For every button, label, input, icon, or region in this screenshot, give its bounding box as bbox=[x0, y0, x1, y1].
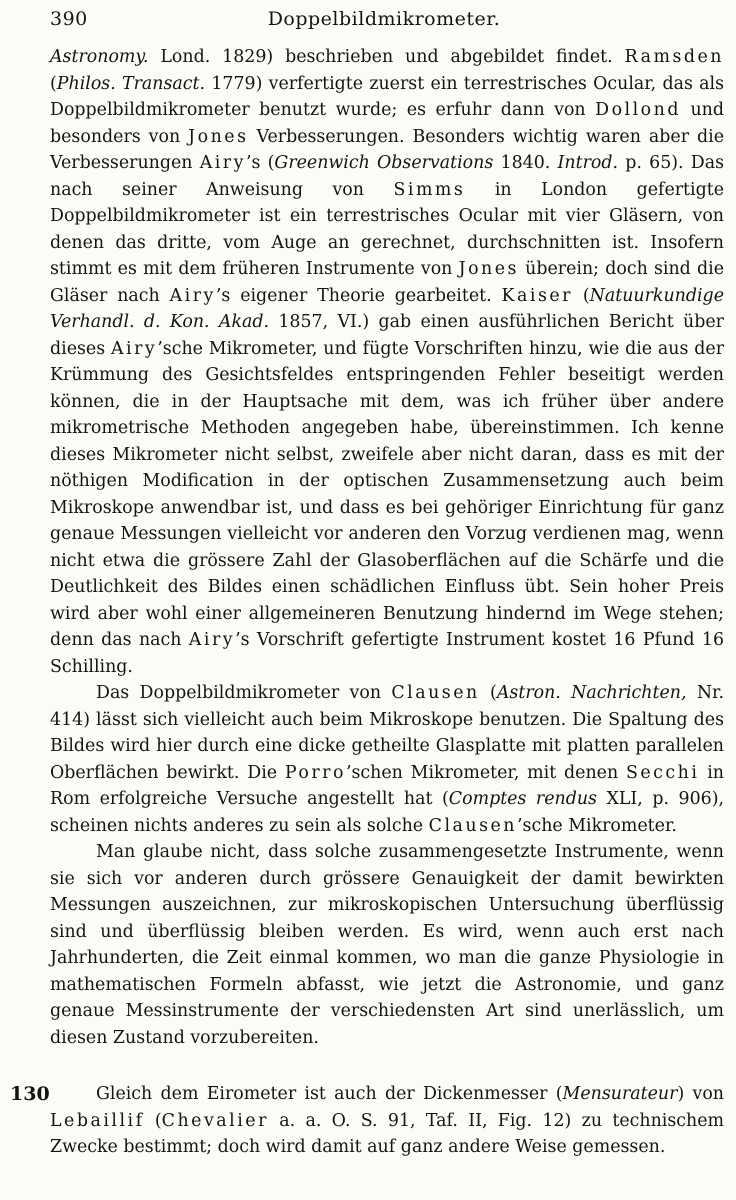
citation-italic: Philos. Transact. bbox=[56, 73, 206, 94]
text-run: ’s ( bbox=[245, 153, 275, 173]
text-run: 1857, VI.) gab einen ausführlichen Bericht über dieses bbox=[50, 312, 724, 359]
citation-italic: Introd. bbox=[557, 153, 619, 173]
citation-italic: Greenwich Observations bbox=[274, 153, 494, 173]
text-run: überein; doch sind die Gläser nach bbox=[50, 259, 724, 306]
running-header bbox=[50, 8, 718, 34]
text-run: a. a. O. S. 91, Taf. II, Fig. 12) zu technischem Zwecke bestimmt; doch wird damit auf ganz andere Weise gemessen. bbox=[50, 1110, 724, 1157]
paragraph-clausen bbox=[50, 680, 724, 839]
paragraph-continued bbox=[50, 44, 724, 680]
person-name: Airy bbox=[199, 153, 246, 173]
text-run: ’s eigener Theorie gearbeitet. bbox=[215, 285, 502, 306]
text-run: und besonders von bbox=[50, 100, 724, 147]
text-run: 1779) verfertigte zuerst ein terrestrisches Ocular, das als Doppelbildmikrometer benutzt wurde; es erfuhr dann von bbox=[50, 73, 724, 120]
person-name: Chevalier bbox=[161, 1110, 269, 1131]
text-run: Lond. 1829) beschrieben und abgebildet findet. bbox=[148, 47, 625, 67]
text-run: ’schen Mikrometer, mit denen bbox=[345, 762, 626, 783]
text-run: in London gefertigte Doppelbildmikrometer ist ein terrestrisches Ocular mit vier Gläsern, von denen das dritte, vom Auge an gerechnet, durchschnitten ist. Insofern stimmt es mit dem früheren Instrumente von bbox=[50, 179, 725, 279]
text-run: ( bbox=[572, 285, 590, 306]
text-run: ’s Vorschrift gefertigte Instrument kostet 16 Pfund 16 Schilling. bbox=[50, 630, 725, 677]
term-italic: Mensurateur bbox=[562, 1084, 678, 1104]
citation-italic: Astron. Nachrichten, bbox=[496, 683, 687, 703]
paragraph-instruments: Man glaube nicht, dass solche zusammengesetzte Instrumente, wenn sie sich vor anderen durch grössere Genauigkeit der damit bewirkten Messungen auszeichnen, zur mikroskopischen Untersuchung überflüssig sind und überflüssig bleiben werden. Es wird, wenn auch erst nach Jahrhunderten, die Zeit einmal kommen, wo man die ganze Physiologie in mathematischen Formeln abfasst, wie jetzt die Astronomie, und ganz genaue Messinstrumente der verschiedensten Art sind unerlässlich, um diesen Zustand vorzubereiten. bbox=[50, 842, 724, 1048]
person-name: Porro bbox=[284, 762, 346, 783]
section-paragraph bbox=[50, 1081, 724, 1161]
text-run: ’sche Mikrometer. bbox=[517, 815, 677, 836]
citation-italic: Comptes rendus bbox=[448, 789, 597, 809]
text-run: in Rom erfolgreiche Versuche angestellt hat ( bbox=[50, 762, 725, 809]
person-name: Kaiser bbox=[501, 285, 573, 306]
person-name: Ramsden bbox=[624, 47, 724, 67]
running-title: Doppelbildmikrometer. bbox=[267, 8, 501, 30]
person-name: Airy bbox=[169, 285, 216, 306]
person-name: Clausen bbox=[391, 683, 480, 703]
person-name: Jones bbox=[458, 259, 519, 279]
person-name: Airy bbox=[188, 630, 236, 650]
section-number: 130 bbox=[10, 1083, 50, 1105]
person-name: Simms bbox=[393, 179, 466, 200]
person-name: Clausen bbox=[428, 815, 517, 836]
body-text bbox=[50, 44, 724, 1051]
text-run: Gleich dem Eirometer ist auch der Dickenmesser ( bbox=[96, 1084, 563, 1104]
citation-italic: Natuurkundige Verhandl. d. Kon. Akad. bbox=[50, 285, 724, 332]
text-run: p. 65). Das nach seiner Anweisung von bbox=[50, 153, 725, 200]
text-run: XLI, p. 906), scheinen nichts anderes zu sein als solche bbox=[50, 789, 725, 836]
text-run: ( bbox=[479, 683, 497, 703]
text-run: Das Doppelbildmikrometer von bbox=[96, 683, 392, 703]
person-name: Secchi bbox=[625, 762, 700, 783]
text-run: Verbesserungen. Besonders wichtig waren aber die Verbesserungen bbox=[50, 126, 724, 173]
text-run: ( bbox=[50, 73, 57, 94]
person-name: Lebaillif bbox=[50, 1110, 145, 1131]
section-130 bbox=[10, 1081, 724, 1161]
text-run: ’sche Mikrometer, und fügte Vorschriften hinzu, wie die aus der Krümmung des Gesichtsfeldes entspringenden Fehler beseitigt werden können, die in der Hauptsache mit dem, was ich früher über andere mikrometrische Methoden angegeben habe, übereinstimmen. Ich kenne dieses Mikrometer nicht selbst, zweifele aber nicht daran, dass es mit der nöthigen Modification in der optischen Zusammensetzung auch beim Mikroskope anwendbar ist, und dass es bei gehöriger Einrichtung für ganz genaue Messungen vielleicht vor anderen den Vorzug verdienen mag, wenn nicht etwa die grössere Zahl der Glasoberflächen auf die Schärfe und die Deutlichkeit des Bildes einen schädlichen Einfluss übt. Sein hoher Preis wird aber wohl einer allgemeineren Benutzung hindernd im Wege stehen; denn das nach bbox=[50, 338, 725, 650]
text-run: ( bbox=[144, 1110, 162, 1131]
text-run: Nr. 414) lässt sich vielleicht auch beim Mikroskope benutzen. Die Spaltung des Bildes wird hier durch eine dicke getheilte Glasplatte mit platten parallelen Oberflächen bewirkt. Die bbox=[50, 683, 724, 783]
citation-italic: Astronomy. bbox=[50, 47, 149, 67]
page-number: 390 bbox=[50, 8, 88, 30]
person-name: Dollond bbox=[595, 100, 681, 120]
person-name: Jones bbox=[188, 126, 249, 147]
person-name: Airy bbox=[110, 338, 158, 359]
text-run: ) von bbox=[677, 1084, 724, 1104]
text-run: 1840. bbox=[493, 153, 558, 173]
